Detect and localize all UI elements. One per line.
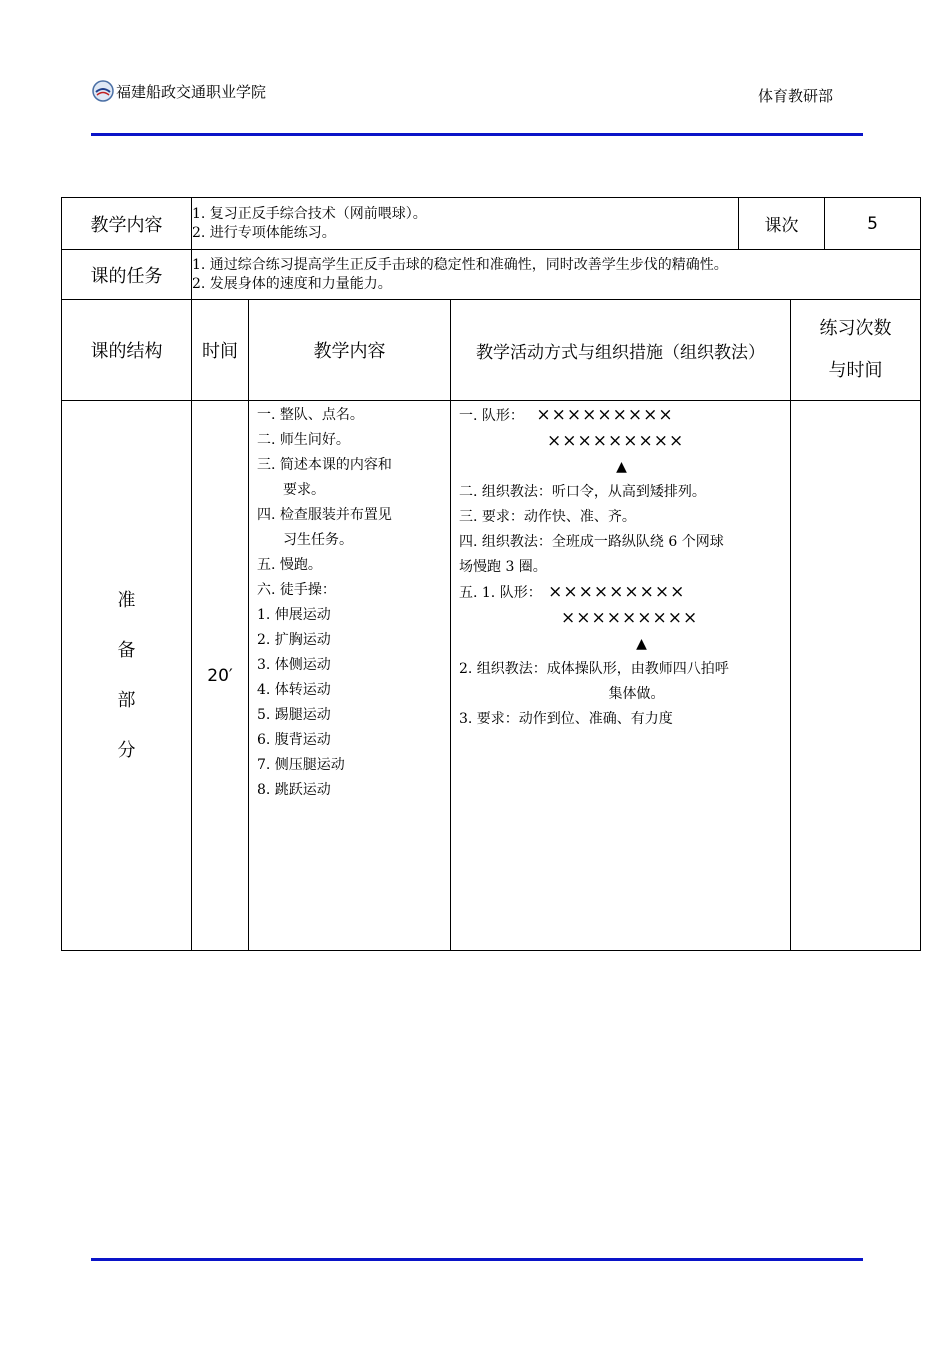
list-item: 五. 慢跑。 [257, 557, 322, 573]
col-activity-header: 教学活动方式与组织措施（组织教法） [451, 300, 791, 401]
formation-2-label: 五. 1. 队形： [459, 585, 542, 601]
formation-2-teacher-marker: ▲ [636, 636, 647, 652]
activity-item-4b: 场慢跑 3 圈。 [459, 559, 547, 575]
section-time: 20′ [192, 401, 249, 951]
list-item: 6. 腹背运动 [257, 732, 331, 748]
list-item: 一. 整队、点名。 [257, 407, 364, 423]
lesson-task-line-1: 1. 通过综合练习提高学生正反手击球的稳定性和准确性，同时改善学生步伐的精确性。 [192, 256, 728, 273]
list-item: 2. 扩胸运动 [257, 632, 331, 648]
lesson-tasks-text [192, 250, 921, 300]
institution-name: 福建船政交通职业学院 [116, 82, 267, 101]
formation-2-row-1 [459, 580, 784, 606]
header-rule [91, 133, 863, 136]
section-char-1: 准 [117, 589, 136, 611]
list-item: 8. 跳跃运动 [257, 782, 331, 798]
section-practice-cell [791, 401, 921, 951]
header-institution [92, 80, 266, 102]
activity-item-2: 二. 组织教法：听口令，从高到矮排列。 [459, 484, 706, 500]
row-column-headers [62, 300, 921, 401]
section-char-4: 分 [117, 739, 136, 761]
section-char-2: 备 [117, 639, 136, 661]
formation-2-students-b: ××××××××× [561, 608, 699, 628]
teaching-content-line-1: 1. 复习正反手综合技术（网前喂球）。 [192, 205, 427, 222]
activity-item-3: 三. 要求：动作快、准、齐。 [459, 509, 636, 525]
section-char-3: 部 [117, 689, 136, 711]
activity-item-5-3: 3. 要求：动作到位、准确、有力度 [459, 711, 673, 727]
section-activity-cell [451, 401, 791, 951]
col-time-header: 时间 [192, 300, 249, 401]
activity-item-5-2a: 2. 组织教法：成体操队形，由教师四八拍呼 [459, 661, 729, 677]
list-item: 习生任务。 [283, 532, 353, 548]
list-item: 三. 简述本课的内容和 [257, 457, 392, 473]
section-content-list [249, 401, 450, 803]
section-content-cell [249, 401, 451, 951]
formation-1-row-2 [459, 429, 784, 455]
formation-1-teacher-marker: ▲ [616, 459, 627, 475]
list-item: 要求。 [283, 482, 325, 498]
list-item: 二. 师生问好。 [257, 432, 350, 448]
department-name: 体育教研部 [758, 87, 834, 105]
col-practice-header [791, 300, 921, 401]
row-teaching-content [62, 198, 921, 250]
session-value: 5 [825, 198, 921, 250]
list-item: 7. 侧压腿运动 [257, 757, 345, 773]
row-lesson-tasks [62, 250, 921, 300]
formation-1-students-a: ××××××××× [536, 405, 674, 425]
list-item: 3. 体侧运动 [257, 657, 331, 673]
section-activity-list [451, 401, 790, 732]
formation-1-students-b: ××××××××× [547, 431, 685, 451]
lesson-task-line-2: 2. 发展身体的速度和力量能力。 [192, 275, 392, 292]
school-emblem-icon [92, 80, 114, 102]
teaching-content-line-2: 2. 进行专项体能练习。 [192, 224, 336, 241]
list-item: 六. 徒手操： [257, 582, 336, 598]
practice-header-line-1: 练习次数 [819, 318, 892, 339]
footer-rule [91, 1258, 863, 1261]
formation-1-row-1 [459, 403, 784, 429]
formation-1-label: 一. 队形： [459, 408, 524, 424]
teaching-content-text [192, 198, 739, 250]
col-content-header: 教学内容 [249, 300, 451, 401]
activity-item-4a: 四. 组织教法：全班成一路纵队绕 6 个网球 [459, 534, 724, 550]
teaching-content-label: 教学内容 [62, 198, 192, 250]
section-name-warmup [62, 401, 192, 951]
lesson-plan-table [61, 197, 921, 951]
list-item: 5. 踢腿运动 [257, 707, 331, 723]
session-label: 课次 [739, 198, 825, 250]
formation-2-students-a: ××××××××× [548, 582, 686, 602]
list-item: 四. 检查服装并布置见 [257, 507, 392, 523]
list-item: 1. 伸展运动 [257, 607, 331, 623]
activity-item-5-2b: 集体做。 [608, 686, 665, 702]
row-warmup-section [62, 401, 921, 951]
col-structure-header: 课的结构 [62, 300, 192, 401]
lesson-tasks-label: 课的任务 [62, 250, 192, 300]
practice-header-line-2: 与时间 [828, 360, 883, 381]
formation-2-row-2 [459, 606, 784, 632]
list-item: 4. 体转运动 [257, 682, 331, 698]
